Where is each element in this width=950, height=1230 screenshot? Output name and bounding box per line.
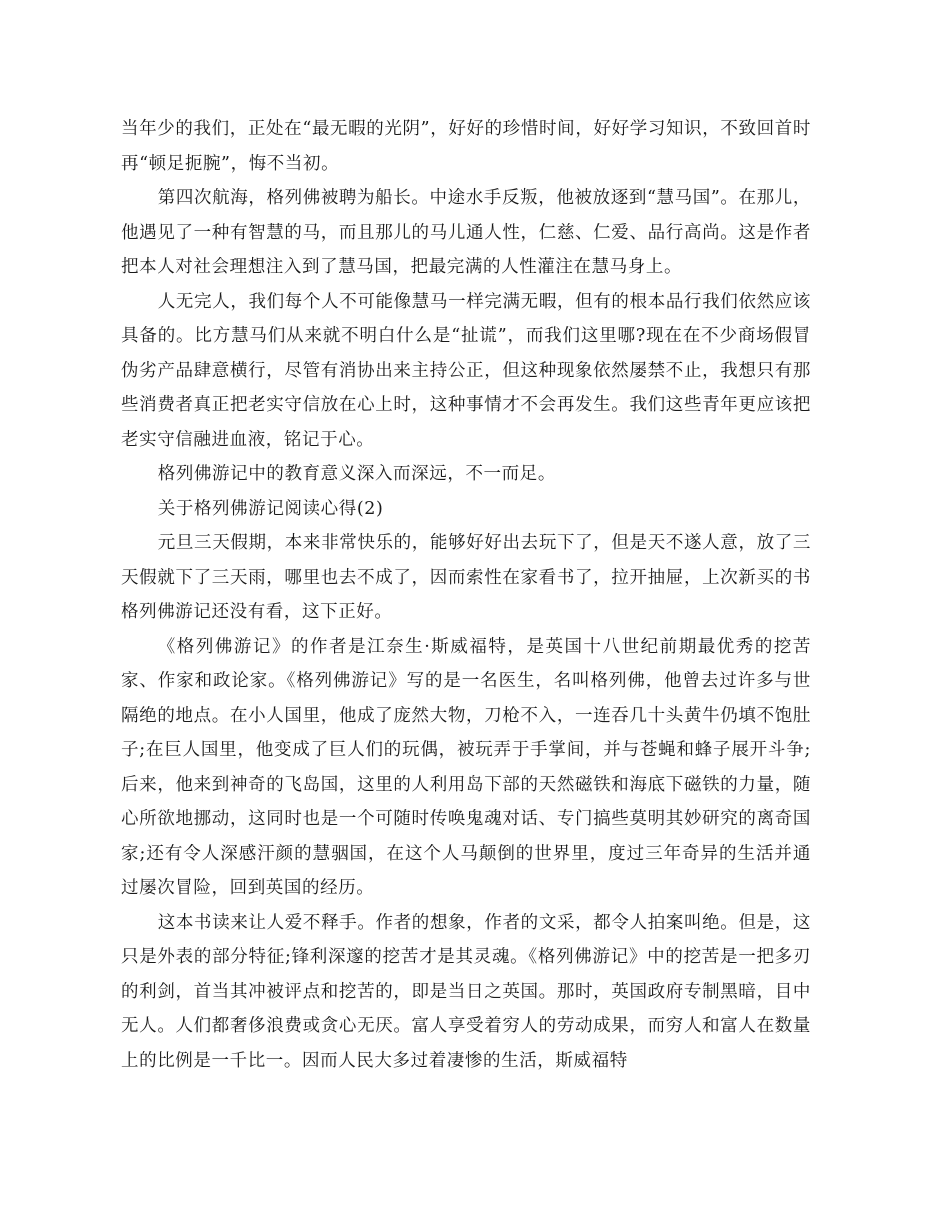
paragraph: 元旦三天假期，本来非常快乐的，能够好好出去玩下了，但是天不遂人意，放了三天假就下了三天雨，哪里也去不成了，因而索性在家看书了，拉开抽屉，上次新买的书格列佛游记还没有看，这下正好。 [121, 533, 811, 622]
paragraph: 《格列佛游记》的作者是江奈生·斯威福特，是英国十八世纪前期最优秀的挖苦家、作家和政论家。《格列佛游记》写的是一名医生，名叫格列佛，他曾去过许多与世隔绝的地点。在小人国里，他成了庞然大物，刀枪不入，一连吞几十头黄牛仍填不饱肚子;在巨人国里，他变成了巨人们的玩偶，被玩弄于手掌间，并与苍蝇和蜂子展开斗争;后来，他来到神奇的飞岛国，这里的人利用岛下部的天然磁铁和海底下磁铁的力量，随心所欲地挪动，这同时也是一个可随时传唤鬼魂对话、专门搞些莫明其妙研究的离奇国家;还有令人深感汗颜的慧骃国，在这个人马颠倒的世界里，度过三年奇异的生活并通过屡次冒险，回到英国的经历。 [121, 636, 811, 898]
paragraph: 格列佛游记中的教育意义深入而深远，不一而足。 [157, 464, 556, 484]
document-page [121, 112, 811, 1078]
paragraph: 人无完人，我们每个人不可能像慧马一样完满无暇，但有的根本品行我们依然应该具备的。比方慧马们从来就不明白什么是“扯谎”，而我们这里哪?现在在不少商场假冒伪劣产品肆意横行，尽管有消协出来主持公正，但这种现象依然屡禁不止，我想只有那些消费者真正把老实守信放在心上时，这种事情才不会再发生。我们这些青年更应该把老实守信融进血液，铭记于心。 [121, 291, 811, 450]
section-heading: 关于格列佛游记阅读心得(2) [157, 498, 384, 519]
paragraph: 第四次航海，格列佛被聘为船长。中途水手反叛，他被放逐到“慧马国”。在那儿，他遇见了一种有智慧的马，而且那儿的马儿通人性，仁慈、仁爱、品行高尚。这是作者把本人对社会理想注入到了慧马国，把最完满的人性灌注在慧马身上。 [121, 188, 811, 277]
paragraph: 这本书读来让人爱不释手。作者的想象，作者的文采，都令人拍案叫绝。但是，这只是外表的部分特征;锋利深邃的挖苦才是其灵魂。《格列佛游记》中的挖苦是一把多刃的利剑，首当其冲被评点和挖苦的，即是当日之英国。那时，英国政府专制黑暗，目中无人。人们都奢侈浪费或贪心无厌。富人享受着穷人的劳动成果，而穷人和富人在数量上的比例是一千比一。因而人民大多过着凄惨的生活，斯威福特 [121, 912, 811, 1071]
paragraph: 当年少的我们，正处在“最无暇的光阴”，好好的珍惜时间，好好学习知识，不致回首时再“顿足扼腕”，悔不当初。 [121, 119, 811, 174]
